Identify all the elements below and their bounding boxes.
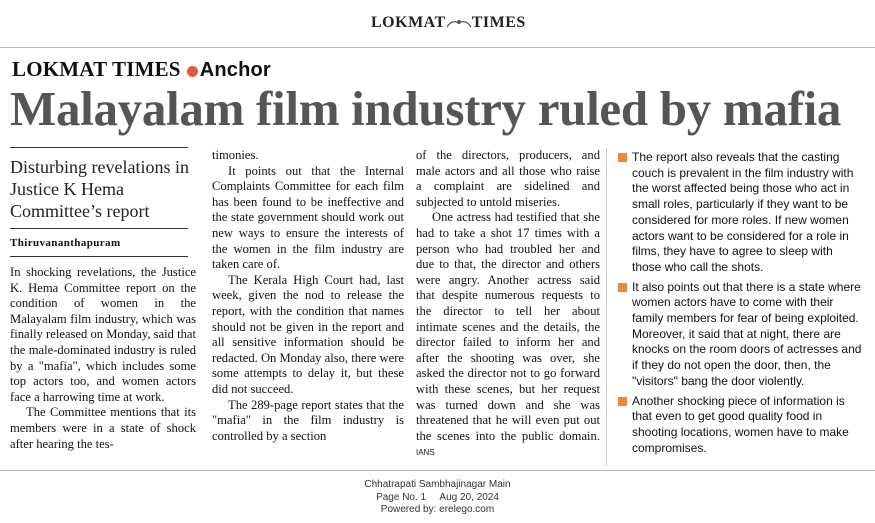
highlight-item	[618, 150, 865, 276]
dateline: Thiruvananthapuram	[10, 237, 121, 249]
emblem-icon	[446, 17, 472, 29]
masthead	[0, 0, 875, 48]
paragraph	[416, 210, 600, 461]
highlight-item	[618, 280, 865, 390]
paragraph: The Kerala High Court had, last week, given the nod to release the report, with the condition that names should not be given in the report and all sensitive information should be redacted. On Monday also, there were some attempts to delay it, but these did not succeed.	[212, 272, 404, 396]
deck-rule-top	[10, 147, 188, 148]
article-column-1	[10, 265, 196, 452]
footer-edition: Chhatrapati Sambhajinagar Main	[364, 479, 511, 490]
footer-powered-by[interactable]: Powered by: erelego.com	[380, 504, 495, 515]
article-column-2	[212, 148, 404, 444]
column-divider	[606, 148, 607, 466]
deck-rule-bottom	[10, 228, 188, 229]
paragraph: The 289-page report states that the "mafia" in the film industry is controlled by a section	[212, 397, 404, 443]
agency-credit: IANS	[416, 448, 435, 458]
square-bullet-icon	[618, 397, 627, 406]
section-label: Anchor	[199, 59, 271, 81]
highlight-item	[618, 394, 865, 457]
masthead-title-2: TIMES	[471, 14, 526, 31]
square-bullet-icon	[618, 283, 627, 292]
paragraph-text: One actress had testified that she had to take a shot 17 times with a person who had troubled her and due to that, the director and others were angry. Another actress said that despite numerous requests to the director to tell her about intimate scenes and the details, the director failed to inform her and after the shooting was over, she asked the director not to go forward with these scenes, but her request was turned down and she was threatened that he will even put out the scenes into the public domain.	[416, 210, 600, 443]
highlights-box	[618, 150, 865, 460]
paragraph: It points out that the Internal Complaints Committee for each film has been found to be ineffective and the state government should work out new ways to ensure the interests of the women in the film industry are taken care of.	[212, 163, 404, 272]
section-paper-name: LOKMAT TIMES	[12, 57, 181, 81]
highlight-text: The report also reveals that the casting couch is prevalent in the film industry with the worst affected being those who act in small roles, particularly if they want to be considered for more roles. If new women actors want to be considered for a role in films, they have to agree to sleep with those who call the shots.	[632, 150, 854, 274]
article-headline: Malayalam film industry ruled by mafia	[10, 81, 842, 136]
masthead-logo	[371, 14, 526, 32]
footer-rule	[0, 470, 875, 471]
paragraph: The Committee mentions that its members were in a state of shock after hearing the tes-	[10, 405, 196, 451]
article-deck: Disturbing revelations in Justice K Hema Committee’s report	[10, 157, 189, 221]
section-header	[12, 57, 271, 82]
highlight-text: Another shocking piece of information is that even to get good quality food in shooting locations, women have to make compromises.	[632, 393, 849, 455]
paragraph: In shocking revelations, the Justice K. Hema Committee report on the condition of women in the Malayalam film industry, which was finally released on Monday, said that the male-dominated industry is ruled by a "mafia", which includes some top actors too, and women actors face a harrowing time at work.	[10, 265, 196, 404]
article-column-3	[416, 148, 600, 461]
square-bullet-icon	[618, 153, 627, 162]
paragraph: timonies.	[212, 148, 259, 162]
highlight-text: It also points out that there is a state where women actors have to come with their family members for fear of being exploited. Moreover, it said that at night, there are knocks on the room doors of actresses and if they do not open the door, then, the "visitors" bang the door violently.	[632, 279, 862, 388]
masthead-title: LOKMAT	[371, 14, 446, 31]
page-footer	[0, 479, 875, 517]
paragraph: of the directors, producers, and male actors and all those who raise a complaint are sidelined and subjected to untold miseries.	[416, 148, 600, 209]
masthead-rule	[0, 47, 875, 48]
section-dot-icon	[187, 66, 198, 77]
dateline-rule	[10, 256, 188, 257]
footer-page-date: Page No. 1 Aug 20, 2024	[376, 491, 499, 503]
